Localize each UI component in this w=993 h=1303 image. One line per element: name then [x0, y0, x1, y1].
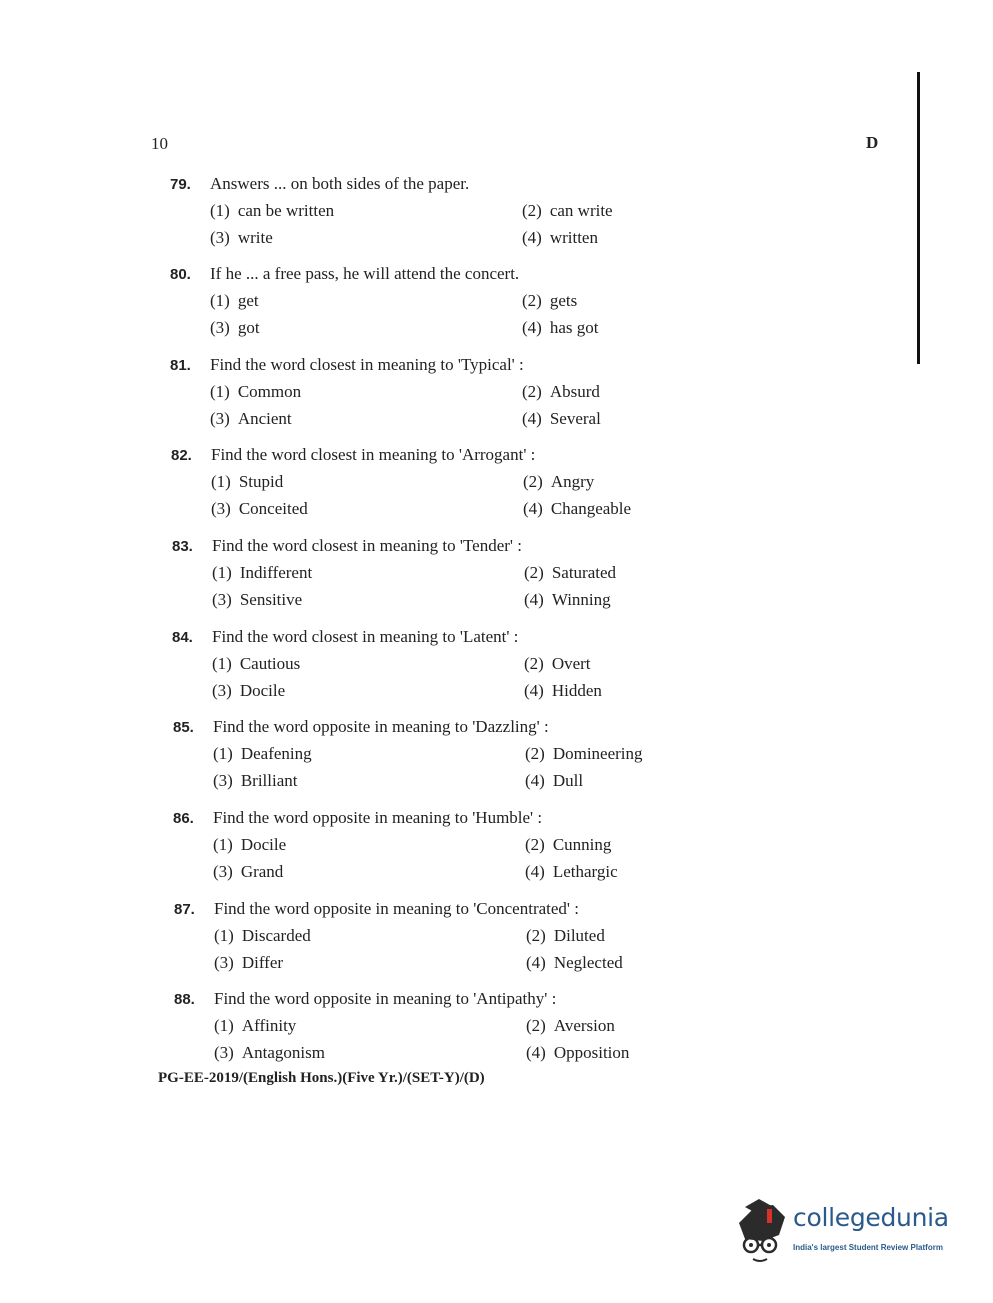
question-text: Find the word opposite in meaning to 'Antipathy' :: [214, 989, 557, 1008]
question-text: Find the word opposite in meaning to 'Dazzling' :: [213, 717, 549, 736]
option: (3) Grand: [213, 862, 284, 881]
margin-rule: [917, 72, 920, 364]
option: (4) Several: [522, 409, 601, 428]
option: (1) can be written: [210, 201, 335, 220]
option: (4) Opposition: [526, 1043, 630, 1062]
option: (2) Diluted: [526, 926, 605, 945]
question-number: 79.: [170, 176, 191, 193]
option: (4) Lethargic: [525, 862, 618, 881]
question-text: Answers ... on both sides of the paper.: [210, 174, 470, 193]
option: (3) Ancient: [210, 409, 292, 428]
question-text: Find the word closest in meaning to 'Tender' :: [212, 536, 522, 555]
option: (2) Absurd: [522, 382, 600, 401]
option: (2) Cunning: [525, 835, 612, 854]
option: (3) Antagonism: [214, 1043, 325, 1062]
option: (1) Deafening: [213, 744, 312, 763]
option: (2) Aversion: [526, 1016, 615, 1035]
option: (3) Sensitive: [212, 590, 303, 609]
option: (3) Docile: [212, 681, 286, 700]
question-number: 86.: [173, 810, 194, 827]
option: (2) Saturated: [524, 563, 617, 582]
option: (3) Differ: [214, 953, 284, 972]
set-letter: D: [866, 133, 879, 152]
option: (2) gets: [522, 291, 578, 310]
question-number: 82.: [171, 447, 192, 464]
question-number: 81.: [170, 357, 191, 374]
logo-tagline: India's largest Student Review Platform: [793, 1243, 943, 1252]
option: (2) Angry: [523, 472, 595, 491]
option: (2) Overt: [524, 654, 591, 673]
mascot-icon: [733, 1195, 795, 1265]
question-number: 85.: [173, 719, 194, 736]
option: (4) Neglected: [526, 953, 623, 972]
question-number: 83.: [172, 538, 193, 555]
question-text: Find the word closest in meaning to 'Latent' :: [212, 627, 519, 646]
option: (4) Changeable: [523, 499, 632, 518]
question-number: 84.: [172, 629, 193, 646]
question-number: 88.: [174, 991, 195, 1008]
option: (2) can write: [522, 201, 613, 220]
option: (1) Affinity: [214, 1016, 297, 1035]
question-number: 87.: [174, 901, 195, 918]
question-text: Find the word opposite in meaning to 'Concentrated' :: [214, 899, 579, 918]
logo-name: collegedunia: [793, 1203, 949, 1232]
option: (2) Domineering: [525, 744, 643, 763]
option: (3) write: [210, 228, 273, 247]
option: (4) Winning: [524, 590, 611, 609]
option: (1) get: [210, 291, 259, 310]
option: (1) Docile: [213, 835, 287, 854]
option: (1) Discarded: [214, 926, 311, 945]
option: (1) Indifferent: [212, 563, 313, 582]
option: (3) Brilliant: [213, 771, 298, 790]
question-text: If he ... a free pass, he will attend the concert.: [210, 264, 520, 283]
option: (1) Stupid: [211, 472, 284, 491]
question-text: Find the word opposite in meaning to 'Humble' :: [213, 808, 543, 827]
option: (4) Dull: [525, 771, 584, 790]
page-number: 10: [151, 134, 168, 153]
option: (4) written: [522, 228, 598, 247]
option: (4) Hidden: [524, 681, 602, 700]
option: (3) got: [210, 318, 260, 337]
option: (1) Cautious: [212, 654, 301, 673]
question-number: 80.: [170, 266, 191, 283]
option: (1) Common: [210, 382, 302, 401]
option: (4) has got: [522, 318, 599, 337]
option: (3) Conceited: [211, 499, 308, 518]
question-text: Find the word closest in meaning to 'Arrogant' :: [211, 445, 536, 464]
collegedunia-logo: [733, 1195, 963, 1265]
paper-code: PG-EE-2019/(English Hons.)(Five Yr.)/(SET-Y)/(D): [158, 1070, 485, 1086]
question-text: Find the word closest in meaning to 'Typical' :: [210, 355, 524, 374]
